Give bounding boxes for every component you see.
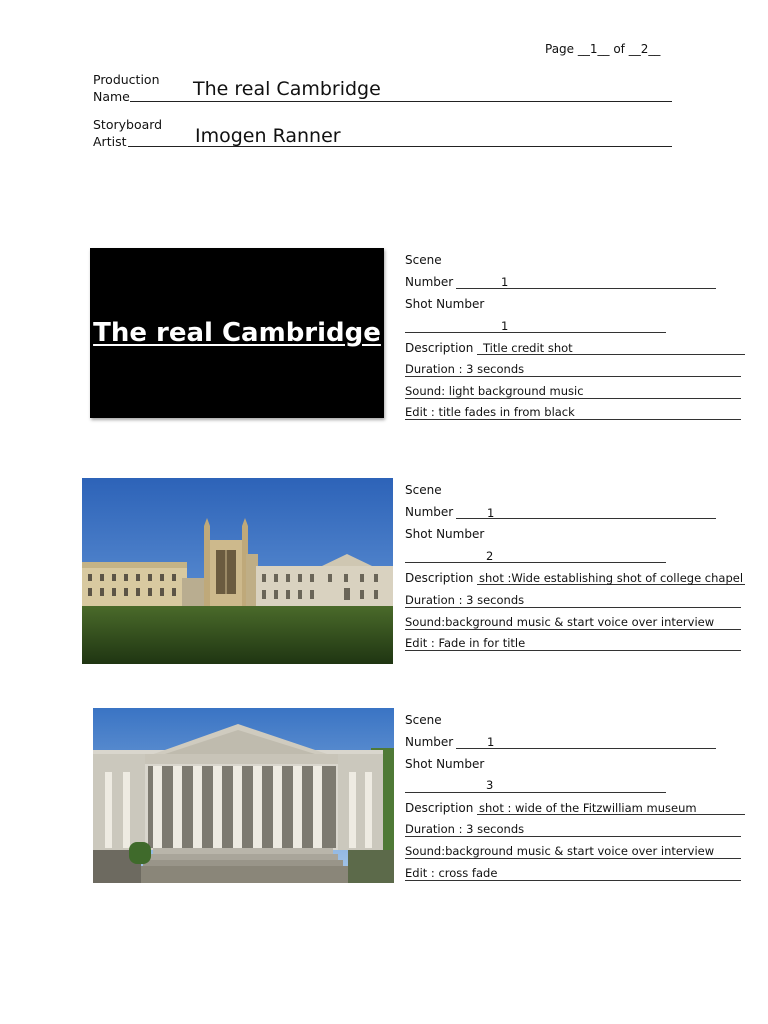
production-name-value: The real Cambridge: [193, 78, 381, 100]
duration-underline: [405, 607, 741, 608]
sound-underline: [405, 629, 741, 630]
sound-value: Sound:background music & start voice over interview: [405, 615, 715, 629]
shot-number-value: 1: [501, 319, 509, 333]
production-name-underline: [130, 101, 672, 102]
shot-number-underline: [405, 562, 666, 563]
number-label: Number: [405, 275, 454, 289]
edit-underline: [405, 880, 741, 881]
number-label: Number: [405, 505, 454, 519]
scene-number-value: 1: [501, 275, 509, 289]
scene-number-value: 1: [487, 735, 495, 749]
frame-1-title-card: [90, 248, 384, 418]
shot-number-value: 3: [486, 778, 494, 792]
sound-underline: [405, 398, 741, 399]
description-value: Title credit shot: [483, 341, 573, 355]
shot-number-underline: [405, 792, 666, 793]
duration-value: Duration : 3 seconds: [405, 593, 525, 607]
title-card-text: The real Cambridge: [93, 318, 381, 348]
shot-number-label: Shot Number: [405, 757, 485, 771]
production-label-line2: Name: [93, 89, 130, 104]
shot-number-label: Shot Number: [405, 297, 485, 311]
production-label: [93, 71, 160, 105]
shot-number-underline: [405, 332, 666, 333]
sound-value: Sound: light background music: [405, 384, 584, 398]
shot-number-value: 2: [486, 549, 494, 563]
edit-value: Edit : title fades in from black: [405, 405, 575, 419]
scene-number-underline: [456, 748, 716, 749]
duration-underline: [405, 836, 741, 837]
scene-number-underline: [456, 518, 716, 519]
description-label: Description: [405, 341, 474, 355]
shot-number-label: Shot Number: [405, 527, 485, 541]
scene-label: Scene: [405, 713, 442, 727]
frame-3-museum-image: [93, 708, 394, 883]
scene-number-underline: [456, 288, 716, 289]
edit-value: Edit : Fade in for title: [405, 636, 526, 650]
artist-label-line2: Artist: [93, 134, 127, 149]
description-value: shot :Wide establishing shot of college chapel: [479, 571, 744, 585]
page-indicator: Page __1__ of __2__: [545, 42, 661, 56]
frame-2-chapel-image: [82, 478, 393, 664]
scene-label: Scene: [405, 253, 442, 267]
duration-underline: [405, 376, 741, 377]
number-label: Number: [405, 735, 454, 749]
description-label: Description: [405, 801, 474, 815]
scene-label: Scene: [405, 483, 442, 497]
edit-underline: [405, 419, 741, 420]
sound-value: Sound:background music & start voice over interview: [405, 844, 715, 858]
scene-number-value: 1: [487, 506, 495, 520]
description-label: Description: [405, 571, 474, 585]
production-label-line1: Production: [93, 72, 160, 87]
artist-value: Imogen Ranner: [195, 125, 341, 147]
duration-value: Duration : 3 seconds: [405, 362, 525, 376]
artist-label-line1: Storyboard: [93, 117, 163, 132]
edit-underline: [405, 650, 741, 651]
duration-value: Duration : 3 seconds: [405, 822, 525, 836]
artist-label: [93, 116, 162, 150]
edit-value: Edit : cross fade: [405, 866, 498, 880]
description-value: shot : wide of the Fitzwilliam museum: [479, 801, 697, 815]
sound-underline: [405, 858, 741, 859]
